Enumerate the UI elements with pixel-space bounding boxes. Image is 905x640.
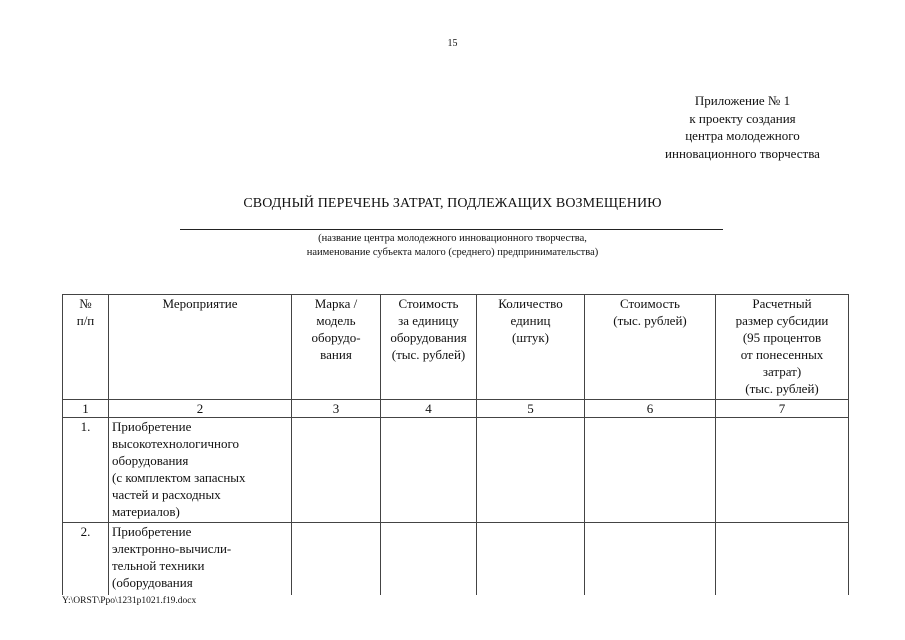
row-index: 1.	[63, 418, 109, 523]
empty-cell	[585, 523, 716, 596]
row-activity: Приобретение высокотехнологичного оборудования (с комплектом запасных частей и расходных материалов)	[109, 418, 292, 523]
empty-cell	[716, 523, 849, 596]
appendix-line: инновационного творчества	[665, 145, 820, 161]
empty-cell	[292, 418, 381, 523]
column-number: 4	[381, 400, 477, 418]
table-row	[63, 523, 849, 596]
file-path-footer: Y:\ORST\Ppo\1231p1021.f19.docx	[62, 596, 197, 606]
fill-in-line	[180, 229, 723, 230]
table-row	[63, 418, 849, 523]
row-index: 2.	[63, 523, 109, 596]
empty-cell	[585, 418, 716, 523]
caption-line: наименование субъекта малого (среднего) предпринимательства)	[306, 247, 599, 258]
header-cell-number: № п/п	[63, 295, 109, 400]
header-cell-unit-cost: Стоимость за единицу оборудования (тыс. рублей)	[381, 295, 477, 400]
column-number: 7	[716, 400, 849, 418]
column-number: 6	[585, 400, 716, 418]
empty-cell	[477, 418, 585, 523]
empty-cell	[716, 418, 849, 523]
empty-cell	[477, 523, 585, 596]
column-number: 5	[477, 400, 585, 418]
document-title: СВОДНЫЙ ПЕРЕЧЕНЬ ЗАТРАТ, ПОДЛЕЖАЩИХ ВОЗМЕЩЕНИЮ	[243, 196, 662, 211]
caption-line: (название центра молодежного инновационного творчества,	[318, 233, 587, 244]
empty-cell	[292, 523, 381, 596]
column-number: 3	[292, 400, 381, 418]
page-number: 15	[447, 38, 458, 49]
header-cell-quantity: Количество единиц (штук)	[477, 295, 585, 400]
empty-cell	[381, 523, 477, 596]
cost-table	[62, 294, 849, 595]
header-cell-subsidy: Расчетный размер субсидии (95 процентов от понесенных затрат) (тыс. рублей)	[716, 295, 849, 400]
appendix-block	[640, 92, 845, 162]
header-cell-brand-model: Марка / модель оборудо- вания	[292, 295, 381, 400]
appendix-line: Приложение № 1	[694, 93, 791, 108]
row-activity: Приобретение электронно-вычисли- тельной техники (оборудования	[109, 523, 292, 596]
fill-in-caption	[0, 232, 905, 260]
column-number-row	[63, 400, 849, 418]
empty-cell	[381, 418, 477, 523]
header-cell-activity: Мероприятие	[109, 295, 292, 400]
table-header-row	[63, 295, 849, 400]
appendix-line: центра молодежного	[685, 128, 800, 143]
appendix-line: к проекту создания	[689, 110, 796, 126]
header-cell-cost: Стоимость (тыс. рублей)	[585, 295, 716, 400]
column-number: 1	[63, 400, 109, 418]
column-number: 2	[109, 400, 292, 418]
